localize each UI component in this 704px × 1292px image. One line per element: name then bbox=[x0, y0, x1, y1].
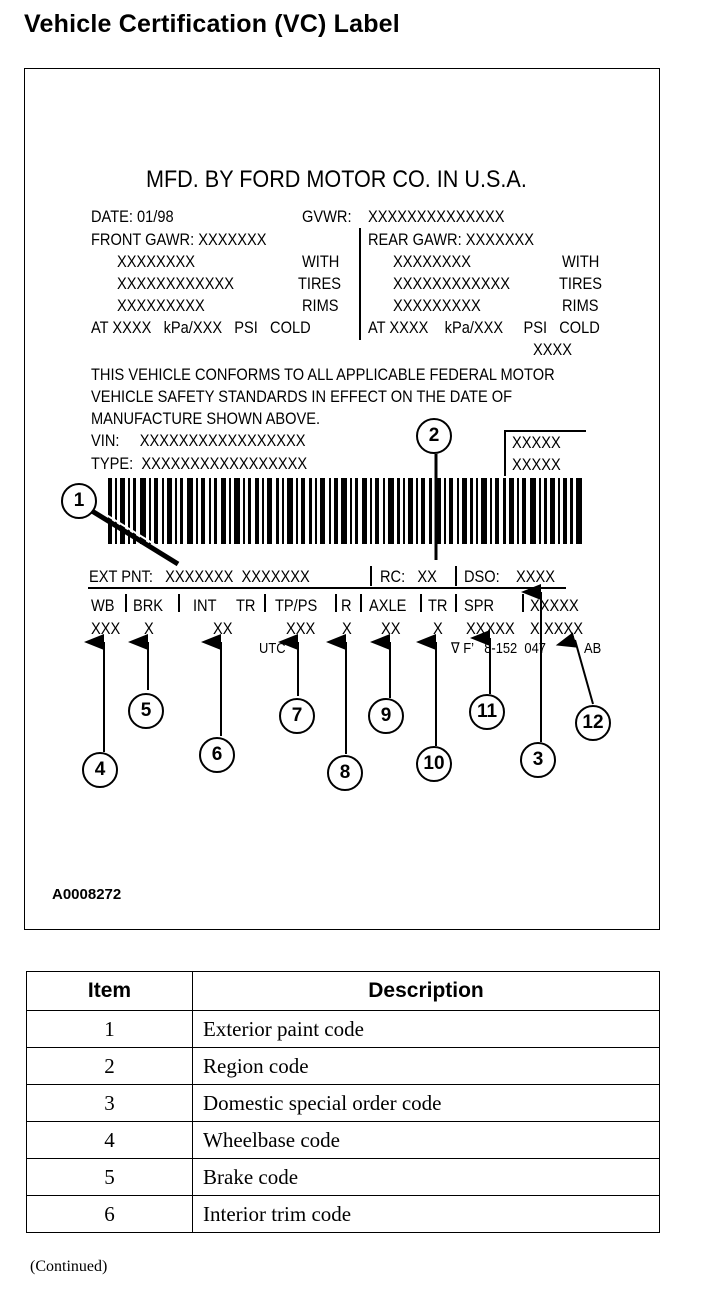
axle-value: XX bbox=[381, 619, 401, 638]
tr-header: TR bbox=[236, 596, 256, 615]
front-word: TIRES bbox=[298, 274, 342, 293]
rear-word: WITH bbox=[562, 252, 600, 271]
figure-id: A0008272 bbox=[52, 886, 122, 903]
continued-note: (Continued) bbox=[30, 1258, 108, 1275]
callout-2: 2 bbox=[416, 418, 452, 454]
item-description: Region code bbox=[193, 1048, 660, 1085]
vin-text: VIN: XXXXXXXXXXXXXXXXX bbox=[91, 431, 306, 450]
front-gawr: FRONT GAWR: XXXXXXX bbox=[91, 230, 267, 249]
table-header-row bbox=[27, 972, 660, 1011]
tpps-value: XXX bbox=[286, 619, 316, 638]
rc-code: RC: XX bbox=[380, 567, 437, 586]
callout-10: 10 bbox=[416, 746, 452, 782]
tr2-header: TR bbox=[428, 596, 448, 615]
table-row bbox=[27, 1011, 660, 1048]
conform-line: VEHICLE SAFETY STANDARDS IN EFFECT ON THE DATE OF bbox=[91, 387, 513, 406]
rear-gawr: REAR GAWR: XXXXXXX bbox=[368, 230, 535, 249]
header-item: Item bbox=[27, 972, 193, 1011]
item-number: 3 bbox=[27, 1085, 193, 1122]
table-row bbox=[27, 1122, 660, 1159]
page-title: Vehicle Certification (VC) Label bbox=[24, 10, 400, 38]
brk-header: BRK bbox=[133, 596, 164, 615]
callout-3: 3 bbox=[520, 742, 556, 778]
item-number: 1 bbox=[27, 1011, 193, 1048]
table-row bbox=[27, 1159, 660, 1196]
item-number: 6 bbox=[27, 1196, 193, 1233]
front-word: WITH bbox=[302, 252, 340, 271]
brk-value: X bbox=[144, 619, 154, 638]
rear-xxxx: XXXX bbox=[533, 340, 573, 359]
item-description: Exterior paint code bbox=[193, 1011, 660, 1048]
callout-11: 11 bbox=[469, 694, 505, 730]
item-number: 4 bbox=[27, 1122, 193, 1159]
spr-value: XXXXX bbox=[466, 619, 515, 638]
callout-5: 5 bbox=[128, 693, 164, 729]
gvwr-label: GVWR: bbox=[302, 207, 352, 226]
conform-line: MANUFACTURE SHOWN ABOVE. bbox=[91, 409, 321, 428]
label-header: MFD. BY FORD MOTOR CO. IN U.S.A. bbox=[146, 166, 527, 193]
front-line: XXXXXXXXXXXX bbox=[117, 274, 235, 293]
callout-1: 1 bbox=[61, 483, 97, 519]
r-header: R bbox=[341, 596, 352, 615]
front-at: AT XXXX kPa/XXX PSI COLD bbox=[91, 318, 311, 337]
conform-line: THIS VEHICLE CONFORMS TO ALL APPLICABLE FEDERAL MOTOR bbox=[91, 365, 555, 384]
utc-text: UTC bbox=[259, 640, 286, 657]
wb-header: WB bbox=[91, 596, 115, 615]
item-description: Brake code bbox=[193, 1159, 660, 1196]
r-value: X bbox=[342, 619, 352, 638]
int-value: XX bbox=[213, 619, 233, 638]
box-line: XXXXX bbox=[512, 433, 561, 452]
item-description: Domestic special order code bbox=[193, 1085, 660, 1122]
rear-line: XXXXXXXX bbox=[393, 252, 472, 271]
item-number: 2 bbox=[27, 1048, 193, 1085]
item-description: Interior trim code bbox=[193, 1196, 660, 1233]
spr-header: SPR bbox=[464, 596, 495, 615]
tr-value: X bbox=[433, 619, 443, 638]
front-line: XXXXXXXXX bbox=[117, 296, 205, 315]
rear-line: XXXXXXXXX bbox=[393, 296, 481, 315]
part-number: ∇ F’ 8-152 047 bbox=[451, 640, 546, 657]
int-header: INT bbox=[193, 596, 217, 615]
header-description: Description bbox=[193, 972, 660, 1011]
tpps-header: TP/PS bbox=[275, 596, 318, 615]
table-row bbox=[27, 1085, 660, 1122]
xxxx-value: XXXX bbox=[544, 619, 584, 638]
front-line: XXXXXXXX bbox=[117, 252, 196, 271]
item-description: Wheelbase code bbox=[193, 1122, 660, 1159]
type-text: TYPE: XXXXXXXXXXXXXXXXX bbox=[91, 454, 308, 473]
dso-code: DSO: XXXX bbox=[464, 567, 555, 586]
ext-pnt: EXT PNT: XXXXXXX XXXXXXX bbox=[89, 567, 310, 586]
description-table bbox=[26, 971, 660, 1233]
rear-at: AT XXXX kPa/XXX PSI COLD bbox=[368, 318, 600, 337]
callout-12: 12 bbox=[575, 705, 611, 741]
table-row bbox=[27, 1048, 660, 1085]
item-number: 5 bbox=[27, 1159, 193, 1196]
gvwr-value: XXXXXXXXXXXXXX bbox=[368, 207, 505, 226]
callout-7: 7 bbox=[279, 698, 315, 734]
ab-text: AB bbox=[584, 640, 602, 657]
callout-4: 4 bbox=[82, 752, 118, 788]
axle-header: AXLE bbox=[369, 596, 407, 615]
box-line: XXXXX bbox=[512, 455, 561, 474]
table-row bbox=[27, 1196, 660, 1233]
callout-9: 9 bbox=[368, 698, 404, 734]
callout-8: 8 bbox=[327, 755, 363, 791]
rear-word: RIMS bbox=[562, 296, 599, 315]
rear-word: TIRES bbox=[559, 274, 603, 293]
callout-6: 6 bbox=[199, 737, 235, 773]
date-text: DATE: 01/98 bbox=[91, 207, 174, 226]
rear-line: XXXXXXXXXXXX bbox=[393, 274, 511, 293]
x5-header: XXXXX bbox=[530, 596, 579, 615]
front-word: RIMS bbox=[302, 296, 339, 315]
x-value: X bbox=[530, 619, 540, 638]
wb-value: XXX bbox=[91, 619, 121, 638]
